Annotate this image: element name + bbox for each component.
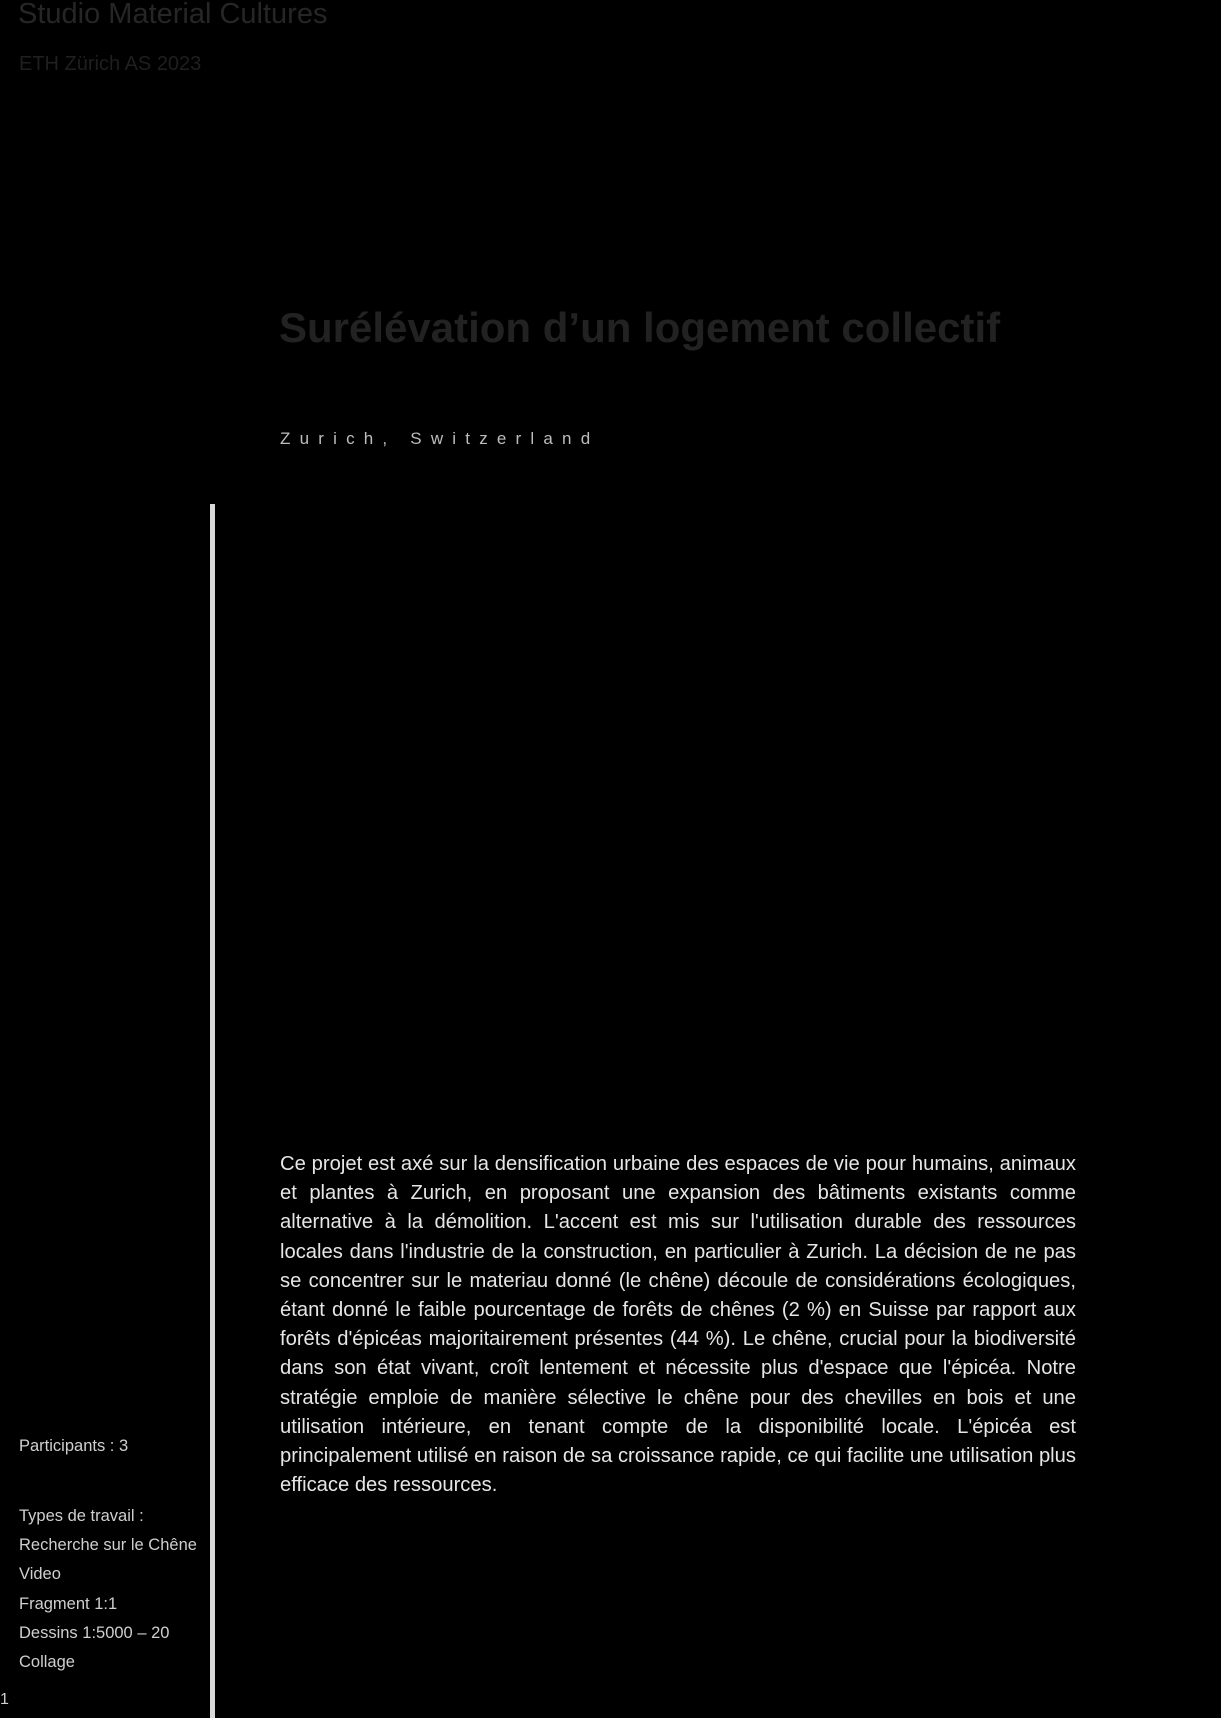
project-title: Surélévation d’un logement collectif	[279, 304, 1001, 351]
work-types-heading: Types de travail :	[19, 1507, 144, 1525]
work-type-item: Dessins 1:5000 – 20	[19, 1623, 170, 1642]
page-number: 1	[0, 1691, 9, 1708]
work-types-list	[19, 1502, 197, 1677]
work-type-item: Recherche sur le Chêne	[19, 1536, 197, 1555]
work-type-item: Video	[19, 1565, 61, 1584]
studio-title: Studio Material Cultures	[18, 0, 328, 30]
project-description: Ce projet est axé sur la densification urbaine des espaces de vie pour humains, animaux et plantes à Zurich, en proposant une expansion des bâtiments existants comme alternative à la démolition. L'accent est mis sur l'utilisation durable des ressources locales dans l'industrie de la construction, en particulier à Zurich. La décision de ne pas se concentrer sur le materiau donné (le chêne) découle de considérations écologiques, étant donné le faible pourcentage de forêts de chênes (2 %) en Suisse par rapport aux forêts d'épicéas majoritairement présentes (44 %). Le chêne, crucial pour la biodiversité dans son état vivant, croît lentement et nécessite plus d'espace que l'épicéa. Notre stratégie emploie de manière sélective le chêne pour des chevilles en bois et une utilisation intérieure, en tenant compte de la disponibilité locale. L'épicéa est principalement utilisé en raison de sa croissance rapide, ce qui facilite une utilisation plus efficace des ressources.	[280, 1153, 1076, 1497]
course-label: ETH Zürich AS 2023	[19, 53, 202, 75]
work-type-item: Fragment 1:1	[19, 1594, 118, 1613]
work-type-item: Collage	[19, 1653, 75, 1672]
project-location: Zurich, Switzerland	[280, 429, 600, 448]
vertical-divider	[210, 504, 215, 1718]
participants-count: Participants : 3	[19, 1437, 129, 1455]
